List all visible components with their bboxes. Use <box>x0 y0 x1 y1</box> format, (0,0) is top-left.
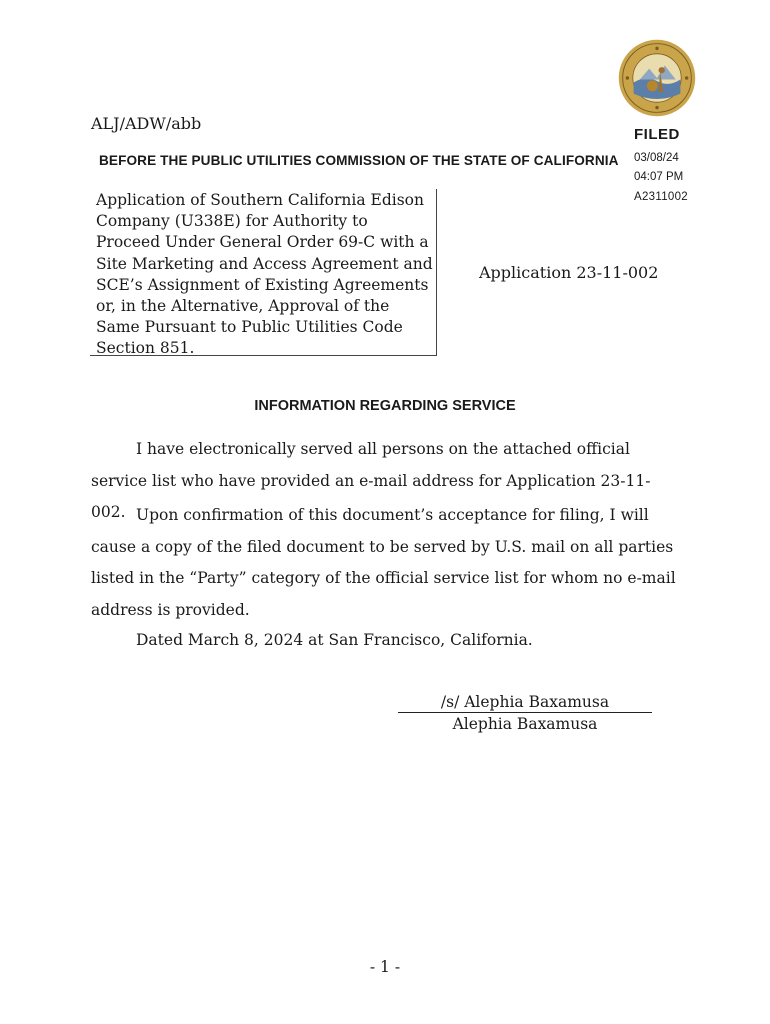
california-puc-seal-icon <box>618 39 696 117</box>
dated-line: Dated March 8, 2024 at San Francisco, California. <box>136 631 533 649</box>
signature-line: /s/ Alephia Baxamusa <box>440 693 610 711</box>
commission-title: BEFORE THE PUBLIC UTILITIES COMMISSION OF THE STATE OF CALIFORNIA <box>99 153 619 168</box>
signer-printed-name: Alephia Baxamusa <box>452 715 598 733</box>
section-heading: INFORMATION REGARDING SERVICE <box>254 398 516 414</box>
service-paragraph-electronic: I have electronically served all persons on the attached official service list who have provided an e-mail address for Application 23-11-002. <box>91 440 651 521</box>
filed-stamp-time: 04:07 PM <box>634 171 684 183</box>
filed-stamp-label: FILED <box>634 126 680 143</box>
service-paragraph-mail: Upon confirmation of this document’s acceptance for filing, I will cause a copy of the filed document to be served by U.S. mail on all parties listed in the “Party” category of the official service list for whom no e-mail address is provided. <box>91 506 676 619</box>
filed-stamp-date: 03/08/24 <box>634 152 679 164</box>
filed-stamp-proceeding-id: A2311002 <box>634 191 688 203</box>
application-number: Application 23-11-002 <box>479 263 659 282</box>
caption-description: Application of Southern California Edison Company (U338E) for Authority to Proceed Under General Order 69-C with a Site Marketing and Access Agreement and SCE’s Assignment of Existing Agreements or, in the Alternative, Approval of the Same Pursuant to Public Utilities Code Section 851. <box>96 191 433 358</box>
signature-rule <box>398 712 652 713</box>
docket-initials: ALJ/ADW/abb <box>91 114 202 133</box>
page-number: - 1 - <box>369 958 401 976</box>
